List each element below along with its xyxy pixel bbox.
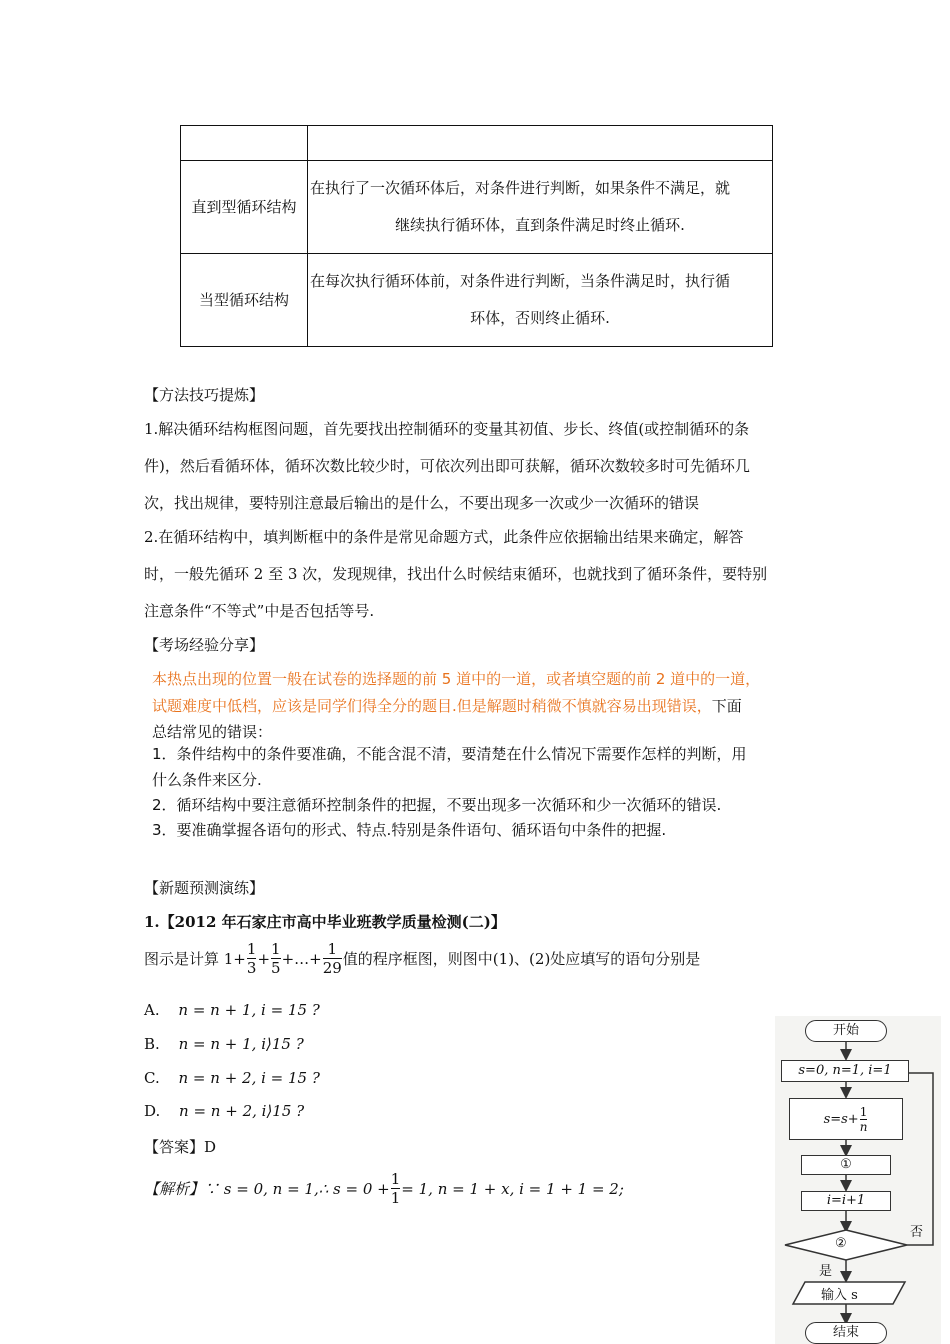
highlight-line: 本热点出现的位置一般在试卷的选择题的前 5 道中的一道，或者填空题的前 2 道中的一道， bbox=[152, 670, 761, 688]
fraction: $\frac{1}{29}$ bbox=[322, 940, 342, 977]
stem-suffix: 值的程序框图，则图中(1)、(2)处应填写的语句分别是 bbox=[342, 950, 701, 968]
flowchart-cond: ② bbox=[835, 1236, 847, 1251]
highlight-tail: 下面 bbox=[711, 697, 742, 715]
table-cell-desc bbox=[308, 161, 773, 254]
fraction: $\frac{1}{5}$ bbox=[271, 940, 281, 977]
section-heading-practice: 【新题预测演练】 bbox=[144, 879, 265, 897]
text-line: 3．要准确掌握各语句的形式、特点.特别是条件语句、循环语句中条件的把握. bbox=[152, 821, 667, 839]
table-cell bbox=[181, 126, 308, 161]
analysis-prefix: 【解析】∵ s = 0, n = 1,∴ s = 0 + bbox=[144, 1180, 390, 1198]
loop-structure-table bbox=[180, 125, 773, 347]
flowchart-end: 结束 bbox=[805, 1322, 887, 1344]
option-label: A. bbox=[144, 1001, 160, 1019]
text-line: 1.解决循环结构框图问题，首先要找出控制循环的变量其初值、步长、终值(或控制循环的条 bbox=[144, 420, 750, 438]
option-label: B. bbox=[144, 1035, 160, 1053]
table-row bbox=[181, 126, 773, 161]
text-line: 2.在循环结构中，填判断框中的条件是常见命题方式，此条件应依据输出结果来确定，解答 bbox=[144, 528, 744, 546]
update-prefix: s=s+ bbox=[823, 1111, 859, 1127]
flowchart-output: 输入 s bbox=[821, 1288, 858, 1303]
stem-prefix: 图示是计算 1+ bbox=[144, 950, 246, 968]
table-row bbox=[181, 254, 773, 347]
fraction: $\frac{1}{3}$ bbox=[246, 940, 257, 977]
desc-line: 在执行了一次循环体后，对条件进行判断，如果条件不满足，就 bbox=[310, 179, 731, 197]
flowchart bbox=[775, 1016, 941, 1344]
table-cell bbox=[308, 126, 773, 161]
flowchart-start: 开始 bbox=[805, 1020, 887, 1042]
fraction: $\frac{1}{n}$ bbox=[859, 1104, 868, 1134]
flowchart-no-label: 否 bbox=[910, 1225, 924, 1240]
option-a bbox=[144, 1001, 320, 1019]
desc-line: 环体，否则终止循环. bbox=[470, 309, 610, 327]
flowchart-step-1: ① bbox=[801, 1155, 891, 1175]
option-expr: n = n + 1, i = 15 ? bbox=[178, 1001, 320, 1019]
option-c bbox=[144, 1069, 320, 1087]
text-line: 件)，然后看循环体，循环次数比较少时，可依次列出即可获解，循环次数较多时可先循环几 bbox=[144, 457, 750, 475]
text-line: 时，一般先循环 2 至 3 次，发现规律，找出什么时候结束循环，也就找到了循环条件，要特别 bbox=[144, 565, 768, 583]
table-cell-name: 当型循环结构 bbox=[181, 254, 308, 347]
text-line: 总结常见的错误： bbox=[152, 723, 273, 741]
text-line: 次，找出规律，要特别注意最后输出的是什么，不要出现多一次或少一次循环的错误 bbox=[144, 494, 700, 512]
text-line: 注意条件“不等式”中是否包括等号. bbox=[144, 602, 375, 620]
option-expr: n = n + 2, i = 15 ? bbox=[178, 1069, 320, 1087]
desc-line: 在每次执行循环体前，对条件进行判断，当条件满足时，执行循 bbox=[310, 272, 731, 290]
problem-stem bbox=[144, 940, 700, 977]
section-heading-methods: 【方法技巧提炼】 bbox=[144, 386, 265, 404]
text-line: 2．循环结构中要注意循环控制条件的把握，不要出现多一次循环和少一次循环的错误. bbox=[152, 796, 722, 814]
table-cell-desc bbox=[308, 254, 773, 347]
problem-title: 1.【2012 年石家庄市高中毕业班教学质量检测(二)】 bbox=[144, 913, 506, 931]
ellipsis: +…+ bbox=[281, 949, 322, 968]
answer: 【答案】D bbox=[144, 1138, 217, 1156]
text-line: 什么条件来区分. bbox=[152, 771, 262, 789]
highlight-line bbox=[152, 695, 742, 716]
option-label: D. bbox=[144, 1102, 161, 1120]
flowchart-init: s=0, n=1, i=1 bbox=[781, 1060, 909, 1082]
text-line: 1．条件结构中的条件要准确，不能含混不清，要清楚在什么情况下需要作怎样的判断，用 bbox=[152, 745, 747, 763]
option-b bbox=[144, 1035, 304, 1053]
highlight-text: 试题难度中低档，应该是同学们得全分的题目.但是解题时稍微不慎就容易出现错误， bbox=[152, 697, 712, 715]
option-expr: n = n + 1, i⟩15 ? bbox=[178, 1035, 304, 1053]
analysis bbox=[144, 1170, 624, 1207]
table-row bbox=[181, 161, 773, 254]
plus-sign: + bbox=[257, 949, 271, 968]
option-expr: n = n + 2, i⟩15 ? bbox=[179, 1102, 305, 1120]
table-cell-name: 直到型循环结构 bbox=[181, 161, 308, 254]
analysis-suffix: = 1, n = 1 + x, i = 1 + 1 = 2; bbox=[401, 1179, 624, 1198]
section-heading-exam: 【考场经验分享】 bbox=[144, 636, 265, 654]
flowchart-yes-label: 是 bbox=[819, 1264, 833, 1279]
fraction: $\frac{1}{1}$ bbox=[390, 1170, 401, 1207]
option-d bbox=[144, 1102, 304, 1120]
desc-line: 继续执行循环体，直到条件满足时终止循环. bbox=[395, 216, 685, 234]
option-label: C. bbox=[144, 1069, 160, 1087]
flowchart-increment: i=i+1 bbox=[801, 1191, 891, 1211]
flowchart-update bbox=[789, 1098, 903, 1140]
